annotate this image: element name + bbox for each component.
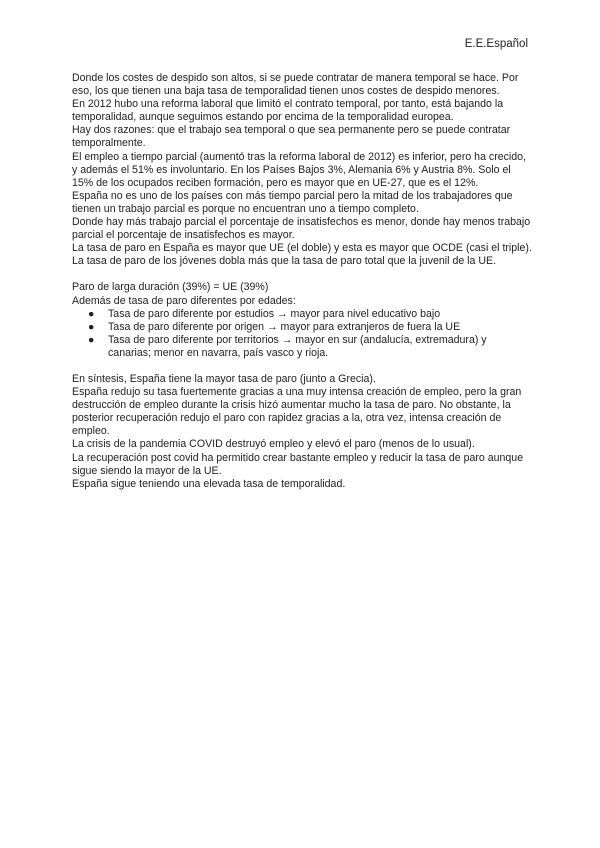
paragraph: La tasa de paro de los jóvenes dobla más que la tasa de paro total que la juvenil de la UE. bbox=[72, 255, 497, 268]
section-sintesis bbox=[72, 373, 532, 491]
paragraph: Además de tasa de paro diferentes por edades: bbox=[72, 294, 296, 307]
spacer bbox=[72, 268, 532, 281]
paragraph: En 2012 hubo una reforma laboral que limitó el contrato temporal, por tanto, está bajando la temporalidad, aunque seguimos estando por encima de la temporalidad europea. bbox=[72, 98, 504, 124]
paragraph: Hay dos razones: que el trabajo sea temporal o que sea permanente pero se puede contratar temporalmente. bbox=[72, 124, 511, 150]
list-item-text: Tasa de paro diferente por estudios → mayor para nivel educativo bajo bbox=[108, 307, 441, 320]
paragraph: En síntesis, España tiene la mayor tasa de paro (junto a Grecia). bbox=[72, 372, 376, 385]
paragraph: España sigue teniendo una elevada tasa de temporalidad. bbox=[72, 477, 346, 490]
paragraph: Donde los costes de despido son altos, si se puede contratar de manera temporal se hace. Por eso, los que tienen una baja tasa de temporalidad tienen unos costes de despido menores. bbox=[72, 72, 519, 98]
paragraph: El empleo a tiempo parcial (aumentó tras la reforma laboral de 2012) es inferior, pero ha crecido, y además el 51% es involuntario. En los Países Bajos 3%, Alemania 6% y Austria 8%. Solo el 15% de los ocupados reciben formación, pero es mayor que en UE-27, que es el 12%. bbox=[72, 150, 526, 189]
bullet-icon: ● bbox=[88, 307, 95, 320]
list-item bbox=[88, 320, 532, 334]
paragraph: La recuperación post covid ha permitido crear bastante empleo y reducir la tasa de paro aunque sigue siendo la mayor de la UE. bbox=[72, 451, 524, 477]
spacer bbox=[72, 360, 532, 373]
paragraph: España redujo su tasa fuertemente gracias a una muy intensa creación de empleo, pero la gran destrucción de empleo durante la crisis hizó aumentar mucho la tasa de paro. No obstante, la posterior recuperación redujo el paro con rapidez gracias a la, otra vez, intensa creación de empleo. bbox=[72, 386, 522, 438]
list-item bbox=[88, 333, 532, 360]
bullet-icon: ● bbox=[88, 320, 95, 333]
paragraph: La crisis de la pandemia COVID destruyó empleo y elevó el paro (menos de lo usual). bbox=[72, 438, 475, 451]
paragraph: Donde hay más trabajo parcial el porcentaje de insatisfechos es menor, donde hay menos trabajo parcial el porcentaje de insatisfechos es mayor. bbox=[72, 216, 531, 242]
paragraph: España no es uno de los países con más tiempo parcial pero la mitad de los trabajadores que tienen un trabajo parcial es porque no encuentran uno a tiempo completo. bbox=[72, 189, 513, 215]
bullet-icon: ● bbox=[88, 333, 95, 346]
page-header: E.E.Español bbox=[464, 38, 528, 50]
section-paro bbox=[72, 281, 532, 360]
list-item-text: Tasa de paro diferente por territorios → mayor en sur (andalucía, extremadura) y canarias; menor en navarra, país vasco y rioja. bbox=[108, 333, 487, 359]
list-item-text: Tasa de paro diferente por origen → mayor para extranjeros de fuera la UE bbox=[108, 320, 461, 333]
document-body bbox=[72, 72, 532, 491]
paragraph: Paro de larga duración (39%) = UE (39%) bbox=[72, 281, 269, 294]
list-item bbox=[88, 307, 532, 321]
paragraph: La tasa de paro en España es mayor que UE (el doble) y esta es mayor que OCDE (casi el triple). bbox=[72, 242, 532, 255]
bullet-list bbox=[72, 308, 532, 360]
section-temporalidad bbox=[72, 72, 532, 268]
